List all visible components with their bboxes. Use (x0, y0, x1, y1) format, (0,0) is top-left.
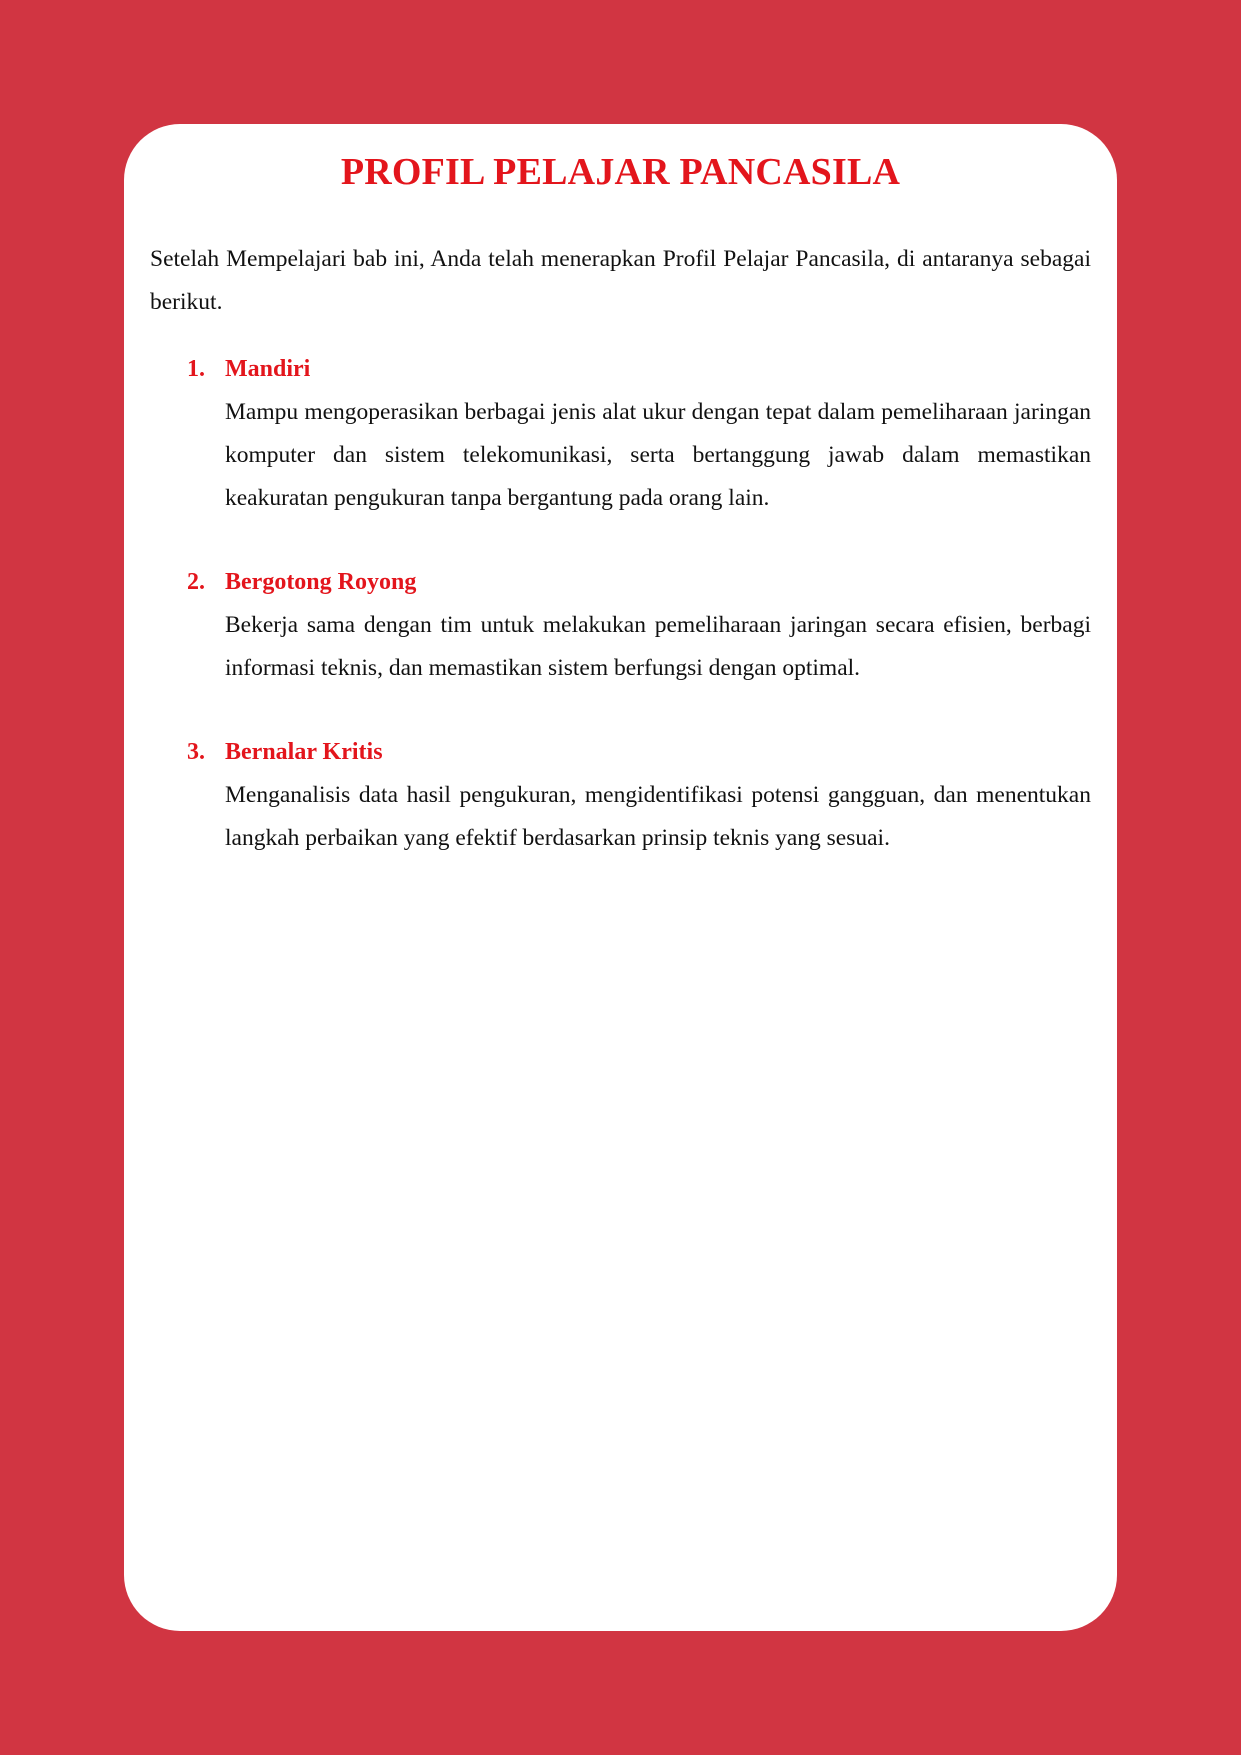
profile-list (150, 348, 1091, 860)
list-item-bernalar-kritis (150, 731, 1091, 860)
list-item-number: 3. (187, 738, 205, 765)
list-item-bergotong-royong (150, 561, 1091, 690)
intro-paragraph: Setelah Mempelajari bab ini, Anda telah menerapkan Profil Pelajar Pancasila, di antaranya sebagai berikut. (150, 245, 1091, 315)
list-item-body: Bekerja sama dengan tim untuk melakukan pemeliharaan jaringan secara efisien, berbagi informasi teknis, dan memastikan sistem berfungsi dengan optimal. (225, 611, 1091, 681)
list-item-heading: Mandiri (225, 355, 311, 382)
list-item-number: 2. (187, 568, 205, 595)
content-card (124, 124, 1117, 1631)
list-item-heading: Bergotong Royong (225, 568, 417, 595)
list-item-heading: Bernalar Kritis (225, 738, 383, 765)
page-title: PROFIL PELAJAR PANCASILA (340, 151, 901, 193)
list-item-number: 1. (187, 355, 205, 382)
list-item-body: Mampu mengoperasikan berbagai jenis alat ukur dengan tepat dalam pemeliharaan jaringan komputer dan sistem telekomunikasi, serta bertanggung jawab dalam memastikan keakuratan pengukuran tanpa bergantung pada orang lain. (225, 398, 1091, 511)
list-item-mandiri (150, 348, 1091, 520)
list-item-body: Menganalisis data hasil pengukuran, mengidentifikasi potensi gangguan, dan menentukan langkah perbaikan yang efektif berdasarkan prinsip teknis yang sesuai. (225, 781, 1091, 851)
